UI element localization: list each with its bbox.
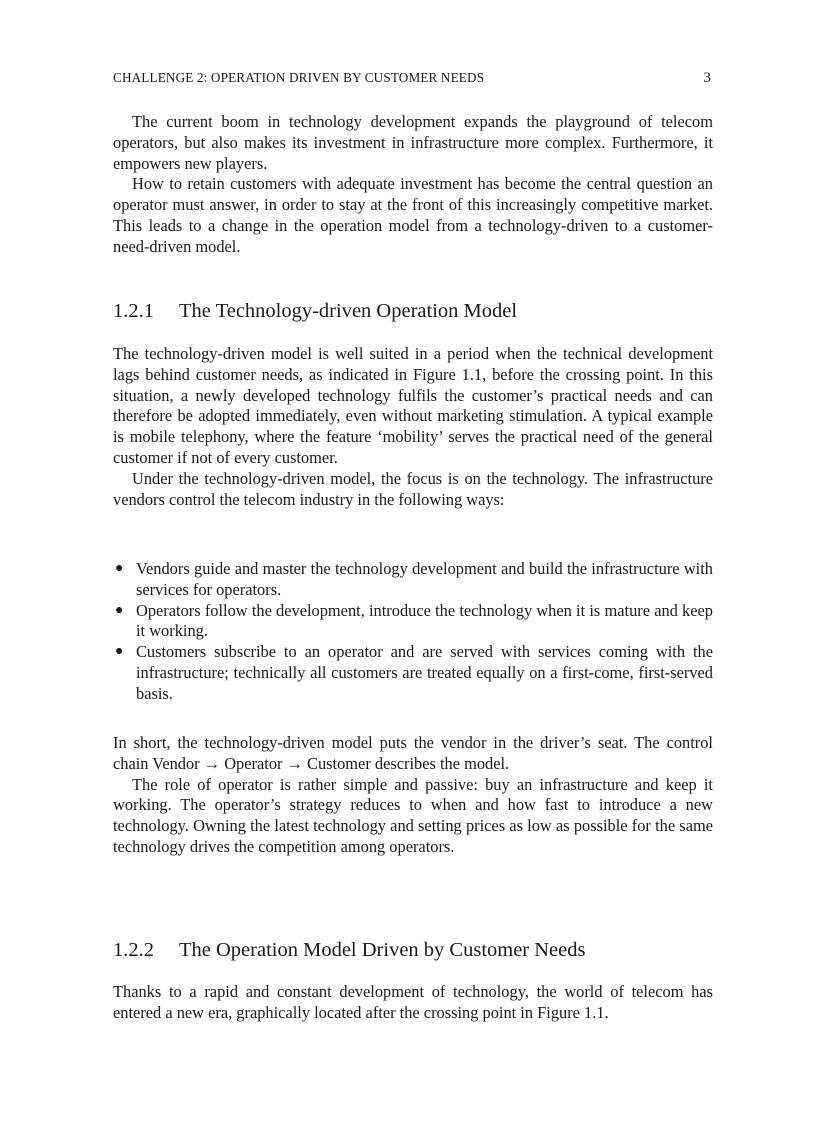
closing-paragraph-2: The role of operator is rather simple and passive: buy an infrastructure and keep it working. The operator’s strategy reduces to when and how fast to introduce a new technology. Owning the latest technology and setting prices as low as possible for the same technology drives the competition among operators. (113, 774, 713, 856)
running-head (113, 70, 713, 90)
list-item-text: Operators follow the development, introduce the technology when it is mature and keep it working. (136, 600, 713, 641)
bullet-icon: ● (115, 602, 124, 618)
section-title: The Technology-driven Operation Model (179, 300, 518, 322)
list-item (113, 601, 713, 643)
running-head-title: CHALLENGE 2: OPERATION DRIVEN BY CUSTOMER NEEDS (113, 70, 485, 85)
page-number: 3 (703, 70, 711, 86)
bullet-icon: ● (115, 561, 124, 576)
section-2-paragraph-1: Thanks to a rapid and constant development of technology, the world of telecom has entered a new era, graphically located after the crossing point in Figure 1.1. (113, 982, 713, 1022)
section-heading-1-2-1 (113, 298, 713, 324)
section-heading (113, 937, 713, 963)
intro-paragraph-2: How to retain customers with adequate investment has become the central question an operator must answer, in order to stay at the front of this increasingly competitive market. This leads to a change in the operation model from a technology-driven to a customer-need-driven model. (113, 174, 713, 256)
list-item-text: Vendors guide and master the technology development and build the infrastructure with services for operators. (136, 559, 713, 599)
section-title: The Operation Model Driven by Customer Needs (179, 939, 586, 961)
section-1-paragraph-2: Under the technology-driven model, the focus is on the technology. The infrastructure vendors control the telecom industry in the following ways: (113, 468, 713, 509)
section-1-body (113, 344, 713, 510)
section-heading-1-2-2 (113, 937, 713, 963)
section-1-paragraph-1: The technology-driven model is well suited in a period when the technical development lags behind customer needs, as indicated in Figure 1.1, before the crossing point. In this situation, a newly developed technology fulfils the customer’s practical needs and can therefore be adopted immediately, even without marketing stimulation. A typical example is mobile telephony, where the feature ‘mobility’ serves the practical need of the general customer if not of every customer. (113, 344, 713, 467)
intro-text (113, 112, 713, 258)
section-1-closing (113, 733, 713, 858)
section-2-body (113, 982, 713, 1024)
section-number: 1.2.2 (113, 939, 154, 961)
list-item (113, 642, 713, 704)
section-number: 1.2.1 (113, 300, 154, 322)
section-heading (113, 298, 713, 324)
closing-paragraph-1: In short, the technology-driven model puts the vendor in the driver’s seat. The control chain Vendor → Operator → Customer describes the model. (113, 733, 713, 773)
list-item (113, 559, 713, 601)
intro-paragraph-1: The current boom in technology development expands the playground of telecom operators, but also makes its investment in infrastructure more complex. Furthermore, it empowers new players. (113, 112, 713, 173)
list-item-text: Customers subscribe to an operator and are served with services coming with the infrastructure; technically all customers are treated equally on a first-come, first-served basis. (136, 642, 713, 703)
bullet-list (113, 559, 713, 705)
bullet-icon: ● (115, 644, 124, 660)
